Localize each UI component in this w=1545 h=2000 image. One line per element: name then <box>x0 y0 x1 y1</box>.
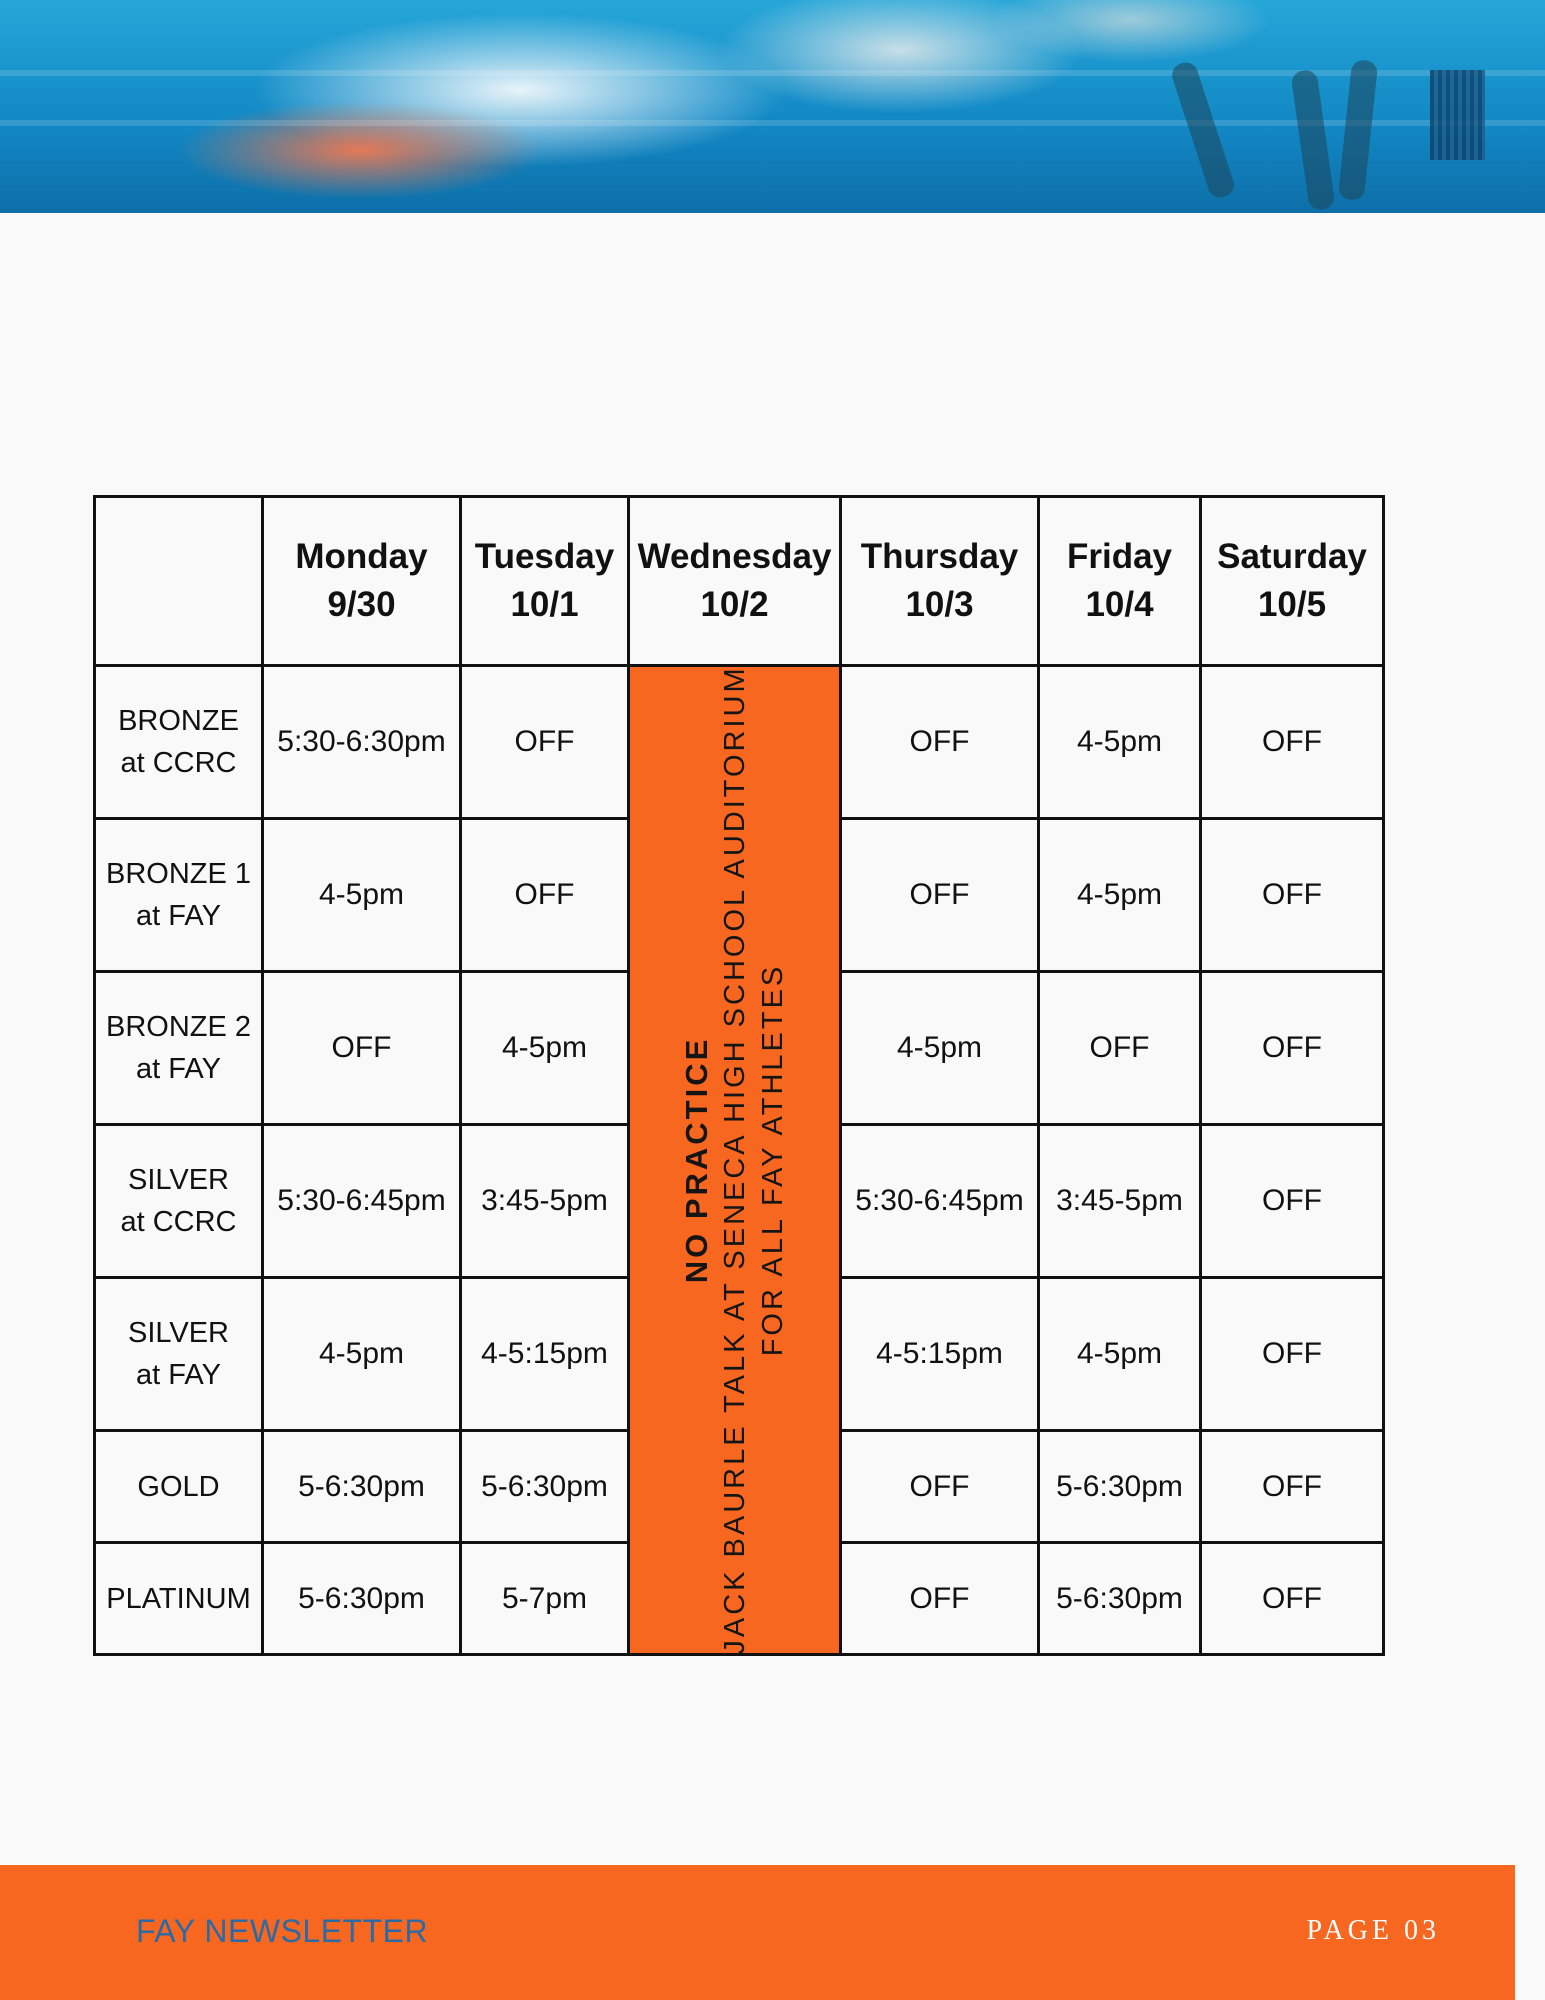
time-cell: OFF <box>461 819 629 972</box>
time-cell: 4-5:15pm <box>461 1278 629 1431</box>
day-header-wednesday: Wednesday 10/2 <box>629 497 841 666</box>
table-row <box>95 666 1384 819</box>
no-practice-banner <box>629 666 841 1655</box>
no-practice-title: NO PRACTICE <box>678 1036 714 1284</box>
time-cell: OFF <box>841 1431 1039 1543</box>
day-header-saturday: Saturday 10/5 <box>1201 497 1384 666</box>
time-cell: OFF <box>1201 972 1384 1125</box>
time-cell: 4-5pm <box>841 972 1039 1125</box>
time-cell: OFF <box>1039 972 1201 1125</box>
time-cell: 4-5pm <box>263 819 461 972</box>
footer-bar <box>0 1865 1515 2000</box>
time-cell: OFF <box>841 819 1039 972</box>
time-cell: 5-7pm <box>461 1543 629 1655</box>
time-cell: 3:45-5pm <box>1039 1125 1201 1278</box>
time-cell: OFF <box>1201 1431 1384 1543</box>
day-header-tuesday: Tuesday 10/1 <box>461 497 629 666</box>
day-header-friday: Friday 10/4 <box>1039 497 1201 666</box>
time-cell: OFF <box>461 666 629 819</box>
practice-schedule-table <box>93 495 1385 1656</box>
time-cell: OFF <box>263 972 461 1125</box>
group-label: SILVER at CCRC <box>95 1125 263 1278</box>
time-cell: 5-6:30pm <box>263 1543 461 1655</box>
group-label: PLATINUM <box>95 1543 263 1655</box>
time-cell: OFF <box>1201 1125 1384 1278</box>
time-cell: OFF <box>1201 819 1384 972</box>
time-cell: 5:30-6:45pm <box>263 1125 461 1278</box>
time-cell: 3:45-5pm <box>461 1125 629 1278</box>
corner-cell <box>95 497 263 666</box>
time-cell: 4-5:15pm <box>841 1278 1039 1431</box>
newsletter-title: FAY NEWSLETTER <box>136 1913 429 1949</box>
page-number: PAGE 03 <box>1306 1915 1440 1946</box>
time-cell: 4-5pm <box>1039 666 1201 819</box>
group-label: BRONZE 2 at FAY <box>95 972 263 1125</box>
time-cell: 4-5pm <box>1039 1278 1201 1431</box>
time-cell: 5-6:30pm <box>263 1431 461 1543</box>
swimmer-photo <box>0 0 1545 213</box>
group-label: BRONZE at CCRC <box>95 666 263 819</box>
time-cell: 5:30-6:45pm <box>841 1125 1039 1278</box>
time-cell: 5-6:30pm <box>1039 1543 1201 1655</box>
time-cell: OFF <box>841 666 1039 819</box>
time-cell: OFF <box>841 1543 1039 1655</box>
notice-line-1: JACK BAURLE TALK AT SENECA HIGH SCHOOL AUDITORIUM <box>718 665 751 1655</box>
time-cell: OFF <box>1201 666 1384 819</box>
notice-line-2: FOR ALL FAY ATHLETES <box>756 963 789 1357</box>
time-cell: OFF <box>1201 1543 1384 1655</box>
time-cell: 5-6:30pm <box>1039 1431 1201 1543</box>
time-cell: 5-6:30pm <box>461 1431 629 1543</box>
time-cell: 4-5pm <box>1039 819 1201 972</box>
time-cell: OFF <box>1201 1278 1384 1431</box>
header-row <box>95 497 1384 666</box>
day-header-monday: Monday 9/30 <box>263 497 461 666</box>
time-cell: 5:30-6:30pm <box>263 666 461 819</box>
day-header-thursday: Thursday 10/3 <box>841 497 1039 666</box>
group-label: GOLD <box>95 1431 263 1543</box>
time-cell: 4-5pm <box>461 972 629 1125</box>
time-cell: 4-5pm <box>263 1278 461 1431</box>
group-label: BRONZE 1 at FAY <box>95 819 263 972</box>
group-label: SILVER at FAY <box>95 1278 263 1431</box>
no-practice-text <box>678 665 792 1654</box>
